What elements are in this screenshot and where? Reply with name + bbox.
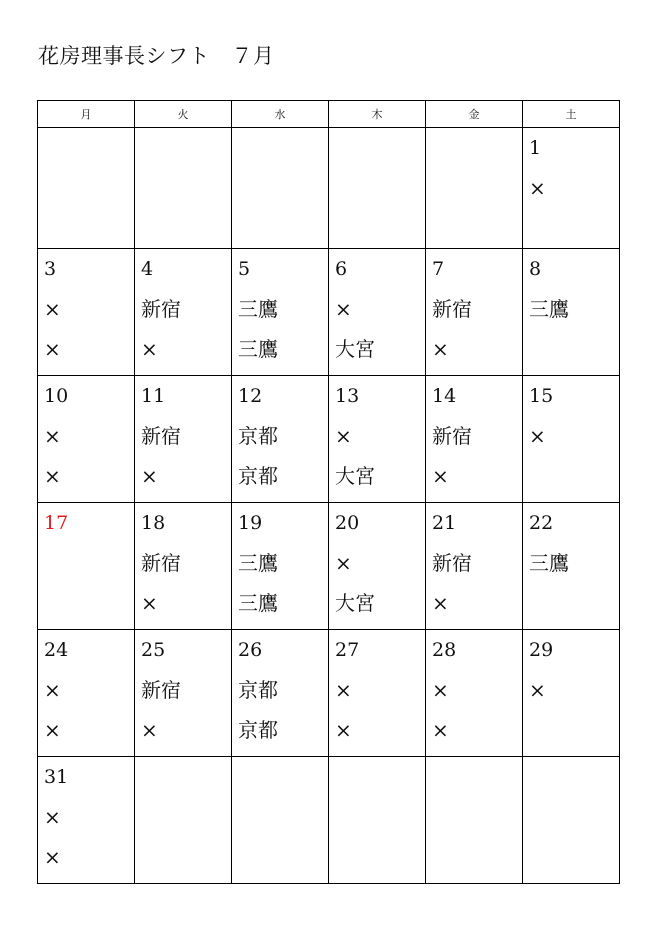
day-cell-content xyxy=(232,503,328,629)
day-cell-content xyxy=(523,757,619,763)
day-cell-content xyxy=(135,630,231,756)
weekday-header: 土 xyxy=(523,101,620,128)
shift-entry: × xyxy=(335,678,352,702)
calendar-body xyxy=(38,128,620,884)
shift-entry: × xyxy=(529,176,546,200)
shift-entry: × xyxy=(335,718,352,742)
day-cell xyxy=(426,630,523,757)
day-cell xyxy=(232,630,329,757)
day-cell xyxy=(135,630,232,757)
day-number: 4 xyxy=(141,258,154,280)
day-number: 25 xyxy=(141,639,166,661)
day-number: 28 xyxy=(432,639,457,661)
week-row xyxy=(38,630,620,757)
shift-entry: 京都 xyxy=(238,424,278,448)
day-cell xyxy=(38,249,135,376)
shift-entry: × xyxy=(44,464,61,488)
shift-entry: 三鷹 xyxy=(238,551,278,575)
day-cell-content xyxy=(426,376,522,502)
day-cell xyxy=(232,757,329,884)
day-cell xyxy=(135,128,232,249)
day-number: 17 xyxy=(44,512,69,534)
day-cell-content xyxy=(426,128,522,134)
day-number: 29 xyxy=(529,639,554,661)
day-cell-content xyxy=(232,757,328,763)
day-number: 21 xyxy=(432,512,457,534)
day-cell xyxy=(38,630,135,757)
shift-entry: × xyxy=(432,337,449,361)
shift-entry: × xyxy=(529,678,546,702)
shift-entry: 三鷹 xyxy=(529,297,569,321)
day-number: 6 xyxy=(335,258,348,280)
shift-entry: × xyxy=(44,297,61,321)
page-title: 花房理事長シフト ７月 xyxy=(38,44,275,68)
day-cell xyxy=(329,503,426,630)
shift-entry: 大宮 xyxy=(335,464,375,488)
day-cell-content xyxy=(426,757,522,763)
shift-entry: 大宮 xyxy=(335,591,375,615)
shift-entry: 三鷹 xyxy=(238,591,278,615)
shift-entry: × xyxy=(141,337,158,361)
day-cell-content xyxy=(523,128,619,214)
shift-entry: × xyxy=(44,718,61,742)
day-cell-content xyxy=(135,249,231,375)
day-number: 7 xyxy=(432,258,445,280)
day-cell-content xyxy=(329,128,425,134)
day-cell xyxy=(329,757,426,884)
day-cell-content xyxy=(38,128,134,134)
shift-entry: × xyxy=(141,718,158,742)
day-cell-content xyxy=(135,503,231,629)
day-cell-content xyxy=(329,249,425,375)
day-cell-content xyxy=(38,249,134,375)
shift-entry: × xyxy=(141,464,158,488)
weekday-header: 月 xyxy=(38,101,135,128)
day-cell-content xyxy=(38,757,134,883)
weekday-header-row xyxy=(38,101,620,128)
day-cell xyxy=(426,249,523,376)
day-cell xyxy=(329,376,426,503)
day-cell xyxy=(38,757,135,884)
shift-entry: × xyxy=(432,591,449,615)
day-number: 18 xyxy=(141,512,166,534)
day-cell xyxy=(426,128,523,249)
day-cell xyxy=(523,249,620,376)
day-cell-content xyxy=(232,376,328,502)
day-cell-content xyxy=(329,757,425,763)
day-cell xyxy=(329,630,426,757)
shift-entry: × xyxy=(141,591,158,615)
weekday-header: 火 xyxy=(135,101,232,128)
day-cell xyxy=(232,249,329,376)
day-cell xyxy=(38,376,135,503)
day-cell-content xyxy=(426,630,522,756)
shift-entry: 新宿 xyxy=(432,297,472,321)
day-cell xyxy=(135,503,232,630)
shift-entry: 新宿 xyxy=(432,424,472,448)
shift-entry: × xyxy=(44,424,61,448)
day-cell xyxy=(232,503,329,630)
shift-entry: 京都 xyxy=(238,678,278,702)
day-cell xyxy=(523,128,620,249)
shift-entry: 三鷹 xyxy=(238,297,278,321)
day-number: 24 xyxy=(44,639,69,661)
week-row xyxy=(38,757,620,884)
day-number: 3 xyxy=(44,258,57,280)
day-number: 19 xyxy=(238,512,263,534)
day-number: 11 xyxy=(141,385,166,407)
day-cell xyxy=(329,128,426,249)
day-cell xyxy=(426,503,523,630)
shift-entry: × xyxy=(44,678,61,702)
day-number: 27 xyxy=(335,639,360,661)
week-row xyxy=(38,128,620,249)
shift-entry: 新宿 xyxy=(432,551,472,575)
day-cell-content xyxy=(426,249,522,375)
shift-entry: × xyxy=(44,845,61,869)
day-number: 12 xyxy=(238,385,263,407)
day-cell xyxy=(135,376,232,503)
day-number: 22 xyxy=(529,512,554,534)
day-cell xyxy=(329,249,426,376)
day-cell-content xyxy=(135,128,231,134)
day-cell-content xyxy=(135,376,231,502)
shift-entry: × xyxy=(335,424,352,448)
day-cell-content xyxy=(329,503,425,629)
day-cell-content xyxy=(232,128,328,134)
day-cell-content xyxy=(135,757,231,763)
shift-entry: 三鷹 xyxy=(238,337,278,361)
shift-entry: × xyxy=(432,678,449,702)
shift-entry: × xyxy=(432,464,449,488)
day-cell xyxy=(232,128,329,249)
day-cell xyxy=(426,376,523,503)
weekday-header: 水 xyxy=(232,101,329,128)
shift-entry: × xyxy=(529,424,546,448)
day-cell xyxy=(523,376,620,503)
day-number: 5 xyxy=(238,258,251,280)
day-cell xyxy=(232,376,329,503)
day-cell xyxy=(426,757,523,884)
day-number: 26 xyxy=(238,639,263,661)
day-cell-content xyxy=(232,630,328,756)
shift-entry: 大宮 xyxy=(335,337,375,361)
day-cell-content xyxy=(38,503,134,549)
shift-entry: × xyxy=(335,297,352,321)
shift-entry: 三鷹 xyxy=(529,551,569,575)
shift-entry: 京都 xyxy=(238,718,278,742)
day-cell-content xyxy=(523,376,619,462)
shift-entry: 新宿 xyxy=(141,297,181,321)
day-cell xyxy=(135,757,232,884)
weekday-header: 木 xyxy=(329,101,426,128)
day-cell-content xyxy=(329,376,425,502)
day-number: 13 xyxy=(335,385,360,407)
day-number: 15 xyxy=(529,385,554,407)
shift-entry: 新宿 xyxy=(141,678,181,702)
week-row xyxy=(38,249,620,376)
day-cell xyxy=(523,630,620,757)
day-cell-content xyxy=(523,630,619,716)
day-cell-content xyxy=(523,249,619,335)
day-number: 1 xyxy=(529,137,542,159)
day-number: 8 xyxy=(529,258,542,280)
day-number: 14 xyxy=(432,385,457,407)
week-row xyxy=(38,503,620,630)
day-cell-content xyxy=(38,630,134,756)
shift-calendar xyxy=(37,100,620,884)
day-cell-content xyxy=(329,630,425,756)
day-number: 20 xyxy=(335,512,360,534)
day-cell-content xyxy=(232,249,328,375)
shift-entry: × xyxy=(432,718,449,742)
shift-entry: 京都 xyxy=(238,464,278,488)
day-number: 31 xyxy=(44,766,69,788)
day-cell xyxy=(38,128,135,249)
day-number: 10 xyxy=(44,385,69,407)
week-row xyxy=(38,376,620,503)
day-cell-content xyxy=(523,503,619,589)
shift-entry: × xyxy=(44,337,61,361)
shift-entry: × xyxy=(44,805,61,829)
weekday-header: 金 xyxy=(426,101,523,128)
shift-entry: × xyxy=(335,551,352,575)
day-cell-content xyxy=(426,503,522,629)
shift-entry: 新宿 xyxy=(141,424,181,448)
shift-entry: 新宿 xyxy=(141,551,181,575)
day-cell xyxy=(38,503,135,630)
day-cell-content xyxy=(38,376,134,502)
day-cell xyxy=(523,757,620,884)
day-cell xyxy=(135,249,232,376)
day-cell xyxy=(523,503,620,630)
